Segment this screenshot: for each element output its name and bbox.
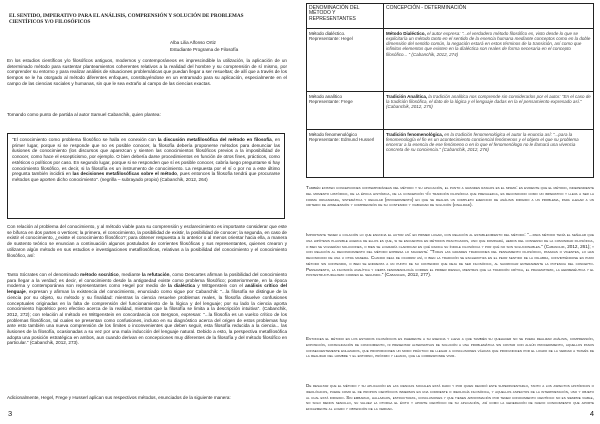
- table-row: [307, 130, 594, 178]
- table-cell-concept: [384, 130, 594, 178]
- body-paragraph-2: Importante tener a colación lo que enuncia el autor así: en primer lugar, con relación al establecimiento del método: "...para método tenía el señalar que una hipótesis plausible acerca de ellos es que, si se encuentra en métodos practicados, uno que dominará, hemos del consenso de la comunidad filosófica, o bien se volverían soluciones, o bien se lograría clarificar en qué radica su índole filosófica y por qué no son solucionables." (Cabanchik, 2012, 261); y con relación al reconocimiento del método expresa lo siguiente: "Todas las grandes tradiciones del pensamiento filosófico, pasadas o vigentes, lo han reconocido de una u otra manera. Cuando deja de ocurrir así, o bien la tradición se esclerotiza en el peor sentido de la palabra, convirtiéndose en puro método sin contenido, o bien se enfrenta a un punto de su contenido que deja de ser filosófico, al sacrificar enteramente la potencia del concepto. Pensamiento, la filosofía analítica y cierta fenomenología corren el primer riesgo, mientras que la tradición crítica, el pragmatismo, la hermenéutica y el postestructuralismo corren el segundo." (Cabanchik, 2012, 277).: [306, 232, 594, 278]
- concept-text: el autor expresa: "...el verdadero método filosófico es, visto desde lo que se explicitaría un método tanto en el sentido de la esencia humana mediante conceptos como en la doble dimensión del sentido común, la negación estará en estos términos de la transición, así como que infinitos elementos que existen en la dialéctica son reales de forma necesaria en el concepto filosófico... " (Cabanchik, 2012, 274): [386, 30, 591, 57]
- quote-part: , en primer lugar, porque si se responde que no es posible conocer, la filosofía debería proponerse métodos para denunciar las ilusiones de conocimiento (los discursos que aparezcan y sienten las conocimientos filosóficos previos a la imposibilidad de conocer, como hace el escepticismo, por ejemplo. O bien debería darse procedimientos en función de otros fines, prácticos, como estéticos o políticos por caso. En segundo lugar, porque si se responden que sí es posible conocer, cabría luego preguntarse si hay conocimiento filosófico, es decir, si la filosofía es un instrumento de conocimiento. La respuesta por el sí o por no a este último pregunta también incidirá en: [12, 137, 280, 177]
- quote-bold: la discusión metafilosófica del método en filosofía: [157, 137, 272, 142]
- table-header-row: [307, 4, 594, 29]
- intro-paragraph: En los estudios científicos y/o filosóficos antiguos, modernos y contemporáneos es imprescindible la utilización, la aplicación de un determinado método para sustentar planteamientos coherentes relativos a la realidad del hombre y su comprensión de sí mismo, por comprender su entorno y para realizar análisis de situaciones problemáticas que puedan llegar a ser resueltas; de allí que a través de los tiempos se le ha otorgado al método diferentes enfoques, constituyéndose en un entramado para su aplicación, especialmente en el campo de las ciencias sociales y humanas, sin que le sea extraño al campo de las ciencias exactas.: [7, 58, 287, 86]
- para-part: , como Descartes afirman la posibilidad del conocimiento para llegar a la verdad; es decir, el conocimiento desde la antigüedad existe como problema filosófico; posteriormente, en la época moderna y contemporánea son representantes como Hegel por medio de: [7, 272, 287, 289]
- page-number: 3: [8, 409, 13, 418]
- method-representative: Representante: Frege: [309, 98, 353, 104]
- quote-part: , pues entonces la filosofía tendrá que procurarse métodos que aporten dicho conocimiento". (negrilla – subrayado propio) (Cabanchik, 2012, 264): [12, 171, 281, 182]
- paragraph-2: [7, 272, 287, 393]
- para-bold: la refutación: [141, 272, 170, 277]
- quote-part: "El conocimiento como problema filosófico se halla en conexión con: [12, 137, 158, 142]
- right-page: [300, 0, 600, 424]
- para-bold: análisis crítico del lenguaje: [7, 283, 287, 295]
- para-part: , expresan y afirman la existencia del conocimiento, enunciado como sigue por Cabanchik: "...la filosofía se distingue de la ciencia por su objeto, su método y su finalidad: mientras la ciencia resuelve problemas reales, la filosofía disuelve confusiones conceptuales originadas en la falta de comprensión del funcionamiento de la lógica y del lenguaje; por su lado la ciencia aporta conocimiento hipotético pero efectivo acerca de la realidad, mientras que la filosofía se limita a la descripción intuitiva". (Cabanchik, 2012, 272); con relación al método en Wittgenstein en concordancia con Bergson, expresan: "...la filosofía es un vuelco crítico de los problemas filosóficos, tal cuales se presentan como confusiones, incluso en su diagnóstico acerca del origen de estos problemas hay ante esto también una nueva comprensión de los límites o inconvenientes que deben seguir, esta filosofía reducida a la ciencia... las ilusiones de la filosofía, ocasionadas a su vez por una mala inducción del lenguaje natural. Debido a esto, la perspectiva metafilosófica adopta una posición estratégica en ambos, aun cuando derivan en concepciones muy diferentes de la filosofía y del método filosófico en particular." (Cabanchik, 2012, 273).: [7, 289, 287, 346]
- method-name: Método analítico: [309, 93, 343, 99]
- method-name: Método fenomenológico: [309, 131, 358, 137]
- concept-title: Tradición Analítica,: [386, 93, 428, 99]
- table-cell-concept: [384, 92, 594, 130]
- table-header-concept: CONCEPCIÓN - DETERMINACIÓN: [384, 4, 594, 29]
- paragraph-1: Con relación al problema del conocimiento, y al método viable para su comprensión y esclarecimiento es importante considerar que este se bifurca en dos partes o vertices; la primera, el conocimiento, la posibilidad de existir, la posibilidad de conocer; la segunda, en caso de existir el conocimiento, ¿existe el conocimiento filosófico?; para obtener respuesta a lo anterior o al menos orientar hacia ella, a manera de sustento teórico se enuncian a continuación algunos postulados de corrientes filosóficas y sus representantes, quienes crearon y utilizaron algún método en sus estudios e investigaciones metafilosóficas, relativas a la posibilidad del conocimiento y el conocimiento filosófico, así:: [7, 224, 287, 258]
- concept-text: en la tradición fenomenológica el autor la enuncia así: "...para la fenomenología el fin es un acontecimiento conciencial fenómenos y el objeto el que su problema encerrar a la esencia de ese fenómeno o en lo que el fenomenólogo no le llamará una vivencia concreta de su conciencia." (Cabanchik, 2012, 276): [386, 131, 579, 153]
- body-paragraph-3: Entonces el método en los estudios filosóficos es inherente a su esencia y lleva a que también su quehacer no se pueda realizar análisis, comprensión, exposición, consolidación de conocimiento, ni presentar alternativas de solución a una problemática sin contar con algún procedimiento, aquellos pasos consecuentemente enlazados, que proporcionen un modo práctico de llegar a conclusiones válidas que profundicen por el logro de la verdad a través de la realidad del hombre y el entorno, próximo y lejano, que le corresponde vivir.: [306, 336, 594, 359]
- para-part: y Wittgenstein con el: [195, 283, 246, 289]
- concept-text: la tradición analítica nos comprende sin considerarlos por el autor: "En el caso de la tradición filosófica, el dato de la lógica y el lenguaje dadas en la el pensamiento expresado así." (Cabanchik, 2012, 275): [386, 93, 591, 110]
- method-representative: Representante: Hegel: [309, 35, 353, 41]
- author-name: Alba Lilia Alfonso Ortiz: [170, 40, 216, 45]
- para-bold: la dialéctica: [167, 283, 196, 289]
- body-paragraph-4: De resaltar que el método y su aplicación en las ciencias sociales está dado y por quien decidió este superinventarlo, tanto a los aspectos históricos o ideológicos, puede como el de propios científicos inmersos en una corriente o ideología filosófica, y aquellos aspectos de la interpretación, uso y objeto al cual está dirigido. Sin embargo, hallazgos, estructuras, conclusiones y que tienen aproximación por tener conocimiento científico no es siempre viable, no solo menos sencillo, su valuez la otorga el éxito y aporte científico de su aplicación, así como la generación de nuevo conocimiento que aporte eficazmente al logro y obtención de la verdad.: [306, 383, 594, 411]
- concept-title: Tradición fenomenológica,: [386, 131, 444, 137]
- paragraph-3: Adicionalmente, Hegel, Frege y Husserl aplican sus respectivos métodos, enunciados de la siguiente manera:: [7, 395, 231, 400]
- quote-bold: las decisiones metafilosóficas sobre el método: [72, 171, 177, 177]
- table-cell-concept: [384, 29, 594, 92]
- page-number: 4: [589, 409, 594, 418]
- method-name: Método dialéctico.: [309, 30, 346, 36]
- table-cell-method: [307, 92, 384, 130]
- quote-text: [12, 137, 280, 183]
- table-row: [307, 92, 594, 130]
- method-representative: Representante: Edmund Husserl: [309, 136, 375, 142]
- document-title: EL SENTIDO, IMPERATIVO PARA EL ANÁLISIS, COMPRENSIÓN Y SOLUCIÓN DE PROBLEMAS CIENTÍFICOS Y/O FILOSÓFICOS: [9, 13, 244, 26]
- author-role: Estudiante Programa de Filosofía: [170, 46, 239, 52]
- concept-title: Método Dialéctico,: [386, 30, 426, 36]
- table-cell-method: [307, 130, 384, 178]
- author-block: [170, 40, 290, 53]
- para-part: Tanto Sócrates con el denominado: [7, 272, 81, 277]
- body-paragraph-1: También existen concepciones contemporáneas del método y su aplicación, el punto a grandes rasgos es el mismo: es evidente que el método, independiente del momento histórico, de la época histórica, de la concepción y/o tradición filosófica que prevalezca, es reconocido como un imperativo y lleva a ser la forma organizada, sistemática y regular (procedimiento) en que se realiza un completo ejercicio de análisis dirigido a un problema, para llegar a un criterio de aprehensión y comprensión de su contenido y viabilidad de solución (finalidad).: [306, 185, 594, 208]
- intro-lead-paragraph: Tomando como punto de partida al autor Samuel Cabanchik, quien plantea:: [7, 112, 161, 117]
- para-part: , mediante: [118, 272, 142, 277]
- table-cell-method: [307, 29, 384, 92]
- table-row: [307, 29, 594, 92]
- table-header-method: DENOMINACIÓN DEL MÉTODO Y REPRESENTANTES: [307, 4, 384, 29]
- para-bold: método socrático: [80, 272, 119, 277]
- methods-table: [306, 3, 594, 178]
- quote-box: [7, 133, 285, 219]
